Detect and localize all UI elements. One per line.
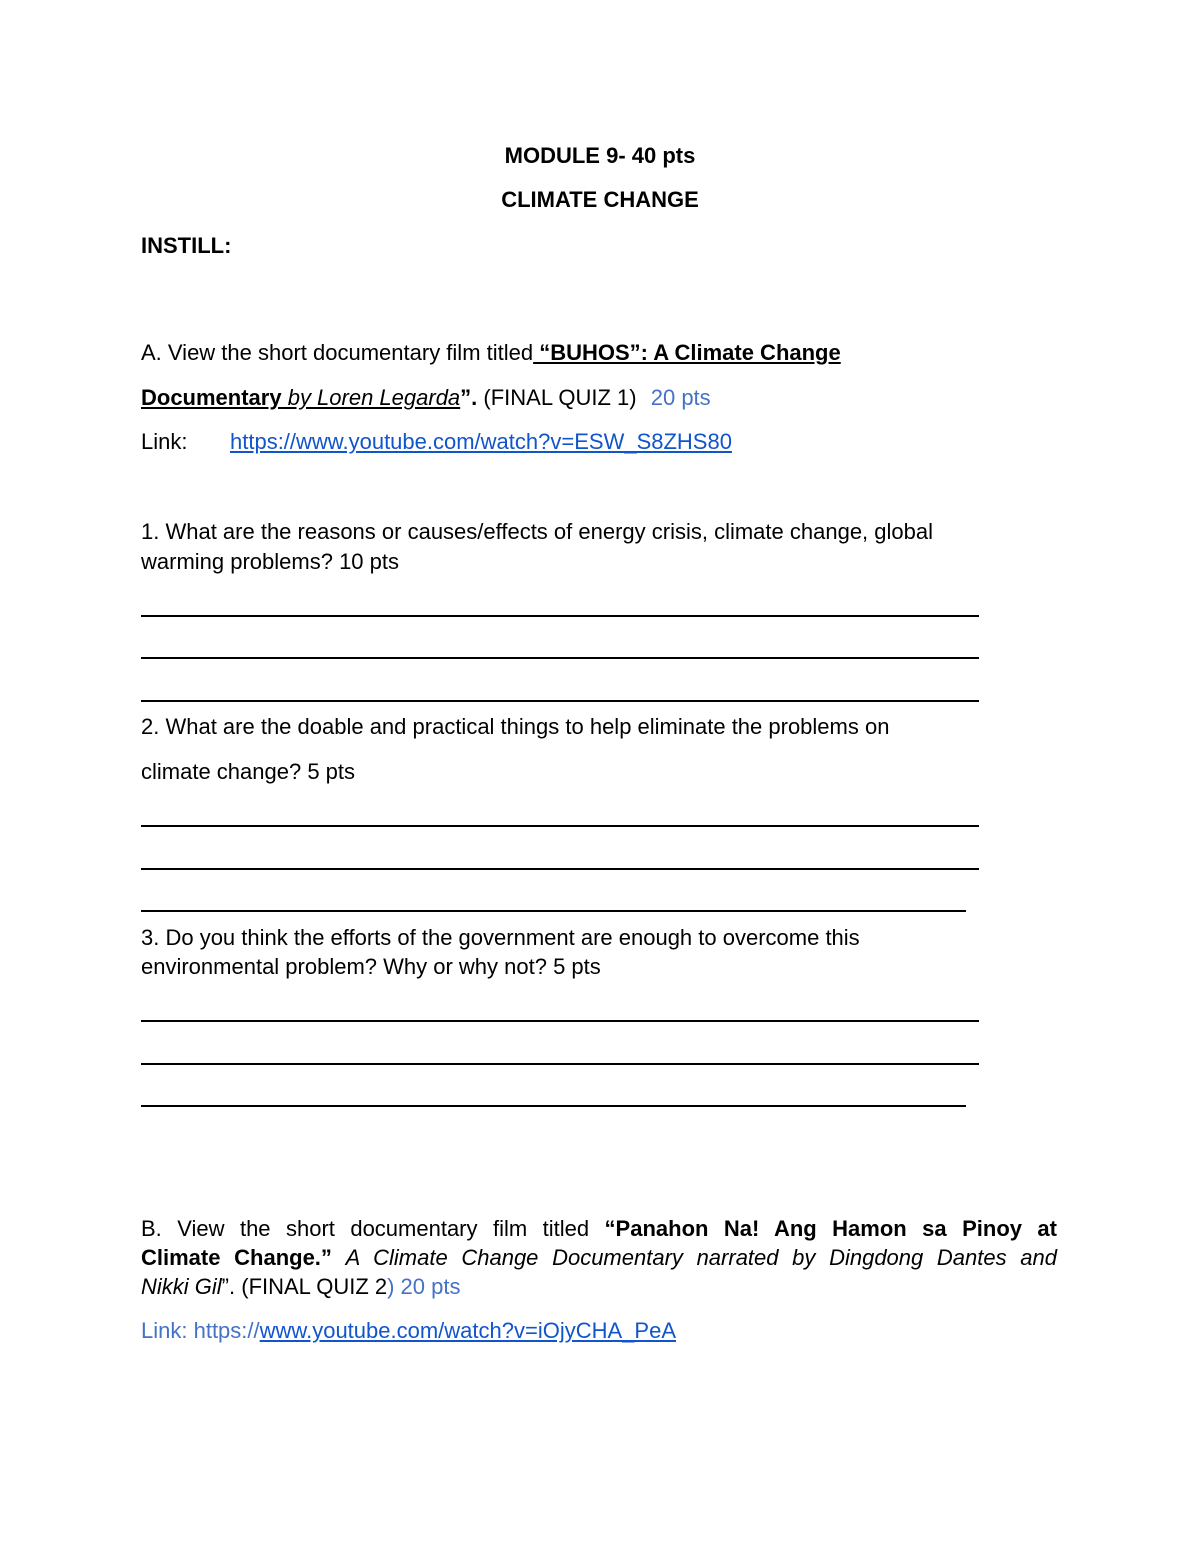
part-b-film-title-cont: Climate Change.”	[141, 1245, 332, 1270]
part-b-narrator: Nikki Gil	[141, 1274, 222, 1299]
answer-line-q2-2[interactable]	[141, 868, 979, 870]
part-a-prefix: A. View the short documentary film titled	[141, 340, 534, 365]
answer-line-q3-1[interactable]	[141, 1020, 979, 1022]
part-a-film-title-word: Documentary	[141, 385, 282, 410]
part-b-close-quote: ”.	[221, 1274, 236, 1299]
part-a-intro-line2	[141, 385, 711, 411]
part-a-film-title: “BUHOS”: A Climate Change	[533, 340, 841, 365]
part-a-points: 20 pts	[650, 385, 711, 410]
question-1-line1: 1. What are the reasons or causes/effects of energy crisis, climate change, global	[141, 519, 933, 544]
part-b-link-scheme: https://	[193, 1318, 260, 1343]
answer-line-q1-3[interactable]	[141, 700, 979, 702]
part-a-quiz: (FINAL QUIZ 1)	[477, 385, 637, 410]
question-3-line2: environmental problem? Why or why not? 5 pts	[141, 954, 601, 979]
part-b-points: 20 pts	[394, 1274, 461, 1299]
part-b-line3	[141, 1272, 1057, 1301]
part-b-line1	[141, 1214, 1057, 1243]
part-b-subtitle: A Climate Change Documentary narrated by Dingdong Dantes and	[345, 1245, 1057, 1270]
question-3-line1: 3. Do you think the efforts of the government are enough to overcome this	[141, 925, 860, 950]
part-a-intro	[141, 340, 841, 366]
part-b-quiz-paren: )	[387, 1274, 395, 1299]
question-2-line1: 2. What are the doable and practical things to help eliminate the problems on	[141, 714, 890, 739]
part-a-link-row	[141, 429, 187, 455]
answer-line-q2-1[interactable]	[141, 825, 979, 827]
answer-line-q3-2[interactable]	[141, 1063, 979, 1065]
part-a-author: by Loren Legarda	[281, 385, 461, 410]
part-a-video-link[interactable]: https://www.youtube.com/watch?v=ESW_S8ZHS80	[230, 429, 732, 454]
part-a-link-label: Link:	[141, 429, 188, 454]
part-b-film-title: “Panahon Na! Ang Hamon sa Pinoy at	[604, 1216, 1057, 1241]
answer-line-q3-3[interactable]	[141, 1105, 966, 1107]
part-b-link-row	[141, 1318, 676, 1344]
part-b-line2	[141, 1243, 1057, 1272]
answer-line-q1-2[interactable]	[141, 657, 979, 659]
part-b-video-link[interactable]: www.youtube.com/watch?v=iOjyCHA_PeA	[259, 1318, 676, 1343]
question-1-line2: warming problems? 10 pts	[141, 549, 400, 574]
part-b-intro	[141, 1214, 1057, 1301]
answer-line-q2-3[interactable]	[141, 910, 966, 912]
section-label: INSTILL:	[141, 233, 232, 258]
part-b-quiz: (FINAL QUIZ 2	[235, 1274, 388, 1299]
answer-line-q1-1[interactable]	[141, 615, 979, 617]
question-2-line2: climate change? 5 pts	[141, 759, 356, 784]
module-title: MODULE 9- 40 pts	[504, 143, 696, 168]
part-a-close-quote: ”.	[460, 385, 478, 410]
part-b-link-label: Link:	[141, 1318, 194, 1343]
part-b-prefix: B. View the short documentary film titled	[141, 1216, 590, 1241]
topic-title: CLIMATE CHANGE	[501, 187, 699, 212]
